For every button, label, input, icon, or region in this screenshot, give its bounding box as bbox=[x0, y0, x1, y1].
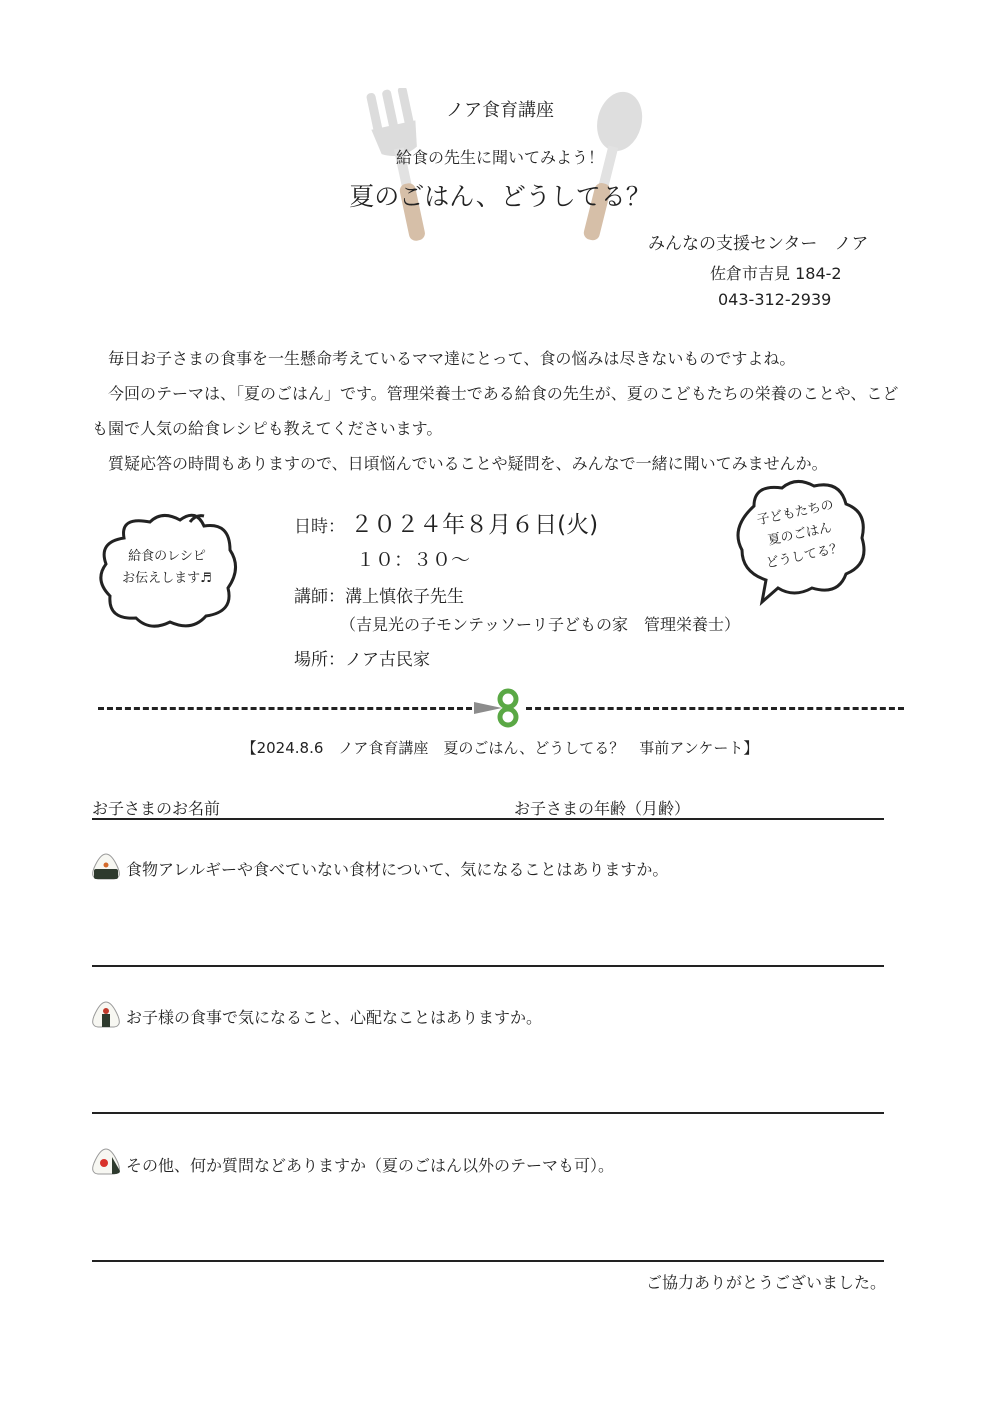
bubble-left-line: 給食のレシピ bbox=[128, 549, 206, 564]
organizer-phone: 043-312-2939 bbox=[718, 290, 832, 309]
speech-bubble-left bbox=[92, 508, 242, 633]
lecturer-value: 溝上慎依子先生 bbox=[345, 587, 464, 607]
survey-title: 【2024.8.6 ノア食育講座 夏のごはん、どうしてる？ 事前アンケート】 bbox=[241, 739, 759, 757]
onigiri-icon bbox=[90, 1000, 122, 1030]
intro-paragraph: 毎日お子さまの食事を一生懸命考えているママ達にとって、食の悩みは尽きないものですよね。 bbox=[92, 349, 796, 368]
thanks-note: ご協力ありがとうございました。 bbox=[646, 1273, 887, 1292]
intro-paragraph: 質疑応答の時間もありますので、日頃悩んでいることや疑問を、みんなで一緒に聞いてみませんか。 bbox=[92, 454, 828, 473]
intro-text bbox=[92, 341, 912, 481]
child-age-label: お子さまの年齢（月齢） bbox=[514, 799, 691, 818]
event-place bbox=[294, 645, 430, 670]
child-name-label: お子さまのお名前 bbox=[92, 799, 221, 818]
answer-line-2 bbox=[92, 1112, 884, 1114]
lecturer-note: （吉見光の子モンテッソーリ子どもの家 管理栄養士） bbox=[340, 615, 741, 634]
intro-paragraph: 今回のテーマは、「夏のごはん」です。管理栄養士である給食の先生が、夏のこどもたちの栄養のことや、こども園で人気の給食レシピも教えてくださいます。 bbox=[92, 384, 899, 438]
bubble-left-line: お伝えします♬ bbox=[122, 571, 212, 586]
cut-line-left bbox=[98, 707, 472, 710]
question-3: その他、何か質問などありますか（夏のごはん以外のテーマも可）。 bbox=[126, 1156, 615, 1175]
event-lecturer bbox=[294, 582, 464, 607]
lecturer-label: 講師： bbox=[294, 587, 345, 607]
subtitle: 給食の先生に聞いてみよう！ bbox=[395, 148, 604, 167]
date-value: ２０２４年８月６日(火) bbox=[350, 512, 599, 538]
onigiri-icon bbox=[90, 852, 122, 882]
scissors-icon bbox=[472, 688, 524, 728]
event-time: １０：３０～ bbox=[356, 549, 471, 571]
speech-bubble-right bbox=[730, 476, 870, 606]
series-title: ノア食育講座 bbox=[446, 100, 554, 121]
place-value: ノア古民家 bbox=[345, 650, 430, 670]
date-label: 日時： bbox=[294, 517, 345, 537]
bubble-right-line: 夏のごはん bbox=[766, 520, 834, 549]
onigiri-icon bbox=[90, 1147, 122, 1177]
event-date bbox=[294, 506, 598, 539]
question-1: 食物アレルギーや食べていない食材について、気になることはありますか。 bbox=[126, 860, 669, 879]
bubble-right-line: 子どもたちの bbox=[755, 497, 836, 529]
place-label: 場所： bbox=[294, 650, 345, 670]
cut-line-right bbox=[526, 707, 904, 710]
organizer-address: 佐倉市吉見 184-2 bbox=[710, 264, 842, 283]
answer-line-3 bbox=[92, 1260, 884, 1262]
name-age-answer-line bbox=[92, 818, 884, 820]
bubble-right-line: どうしてる？ bbox=[764, 540, 845, 572]
organizer-name: みんなの支援センター ノア bbox=[648, 234, 869, 254]
question-2: お子様の食事で気になること、心配なことはありますか。 bbox=[126, 1008, 543, 1027]
answer-line-1 bbox=[92, 965, 884, 967]
page-title: 夏のごはん、どうしてる？ bbox=[349, 182, 651, 211]
